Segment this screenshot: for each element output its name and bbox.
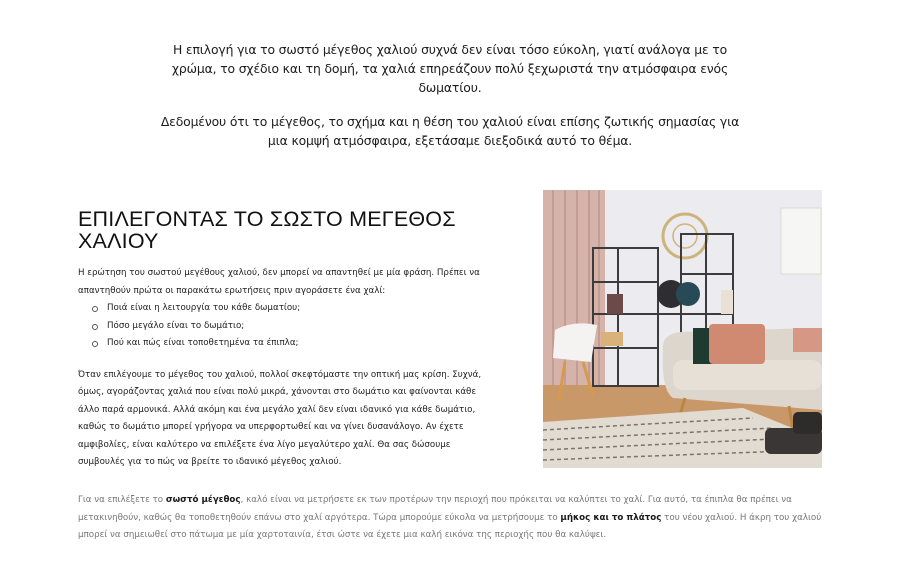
intro-paragraph-1: Η επιλογή για το σωστό μέγεθος χαλιού συχνά δεν είναι τόσο εύκολη, γιατί ανάλογα με το χρώμα, το σχέδιο και τη δομή, τα χαλιά επηρεάζουν πολύ ξεχωριστά την ατμόσφαιρα ενός δωματίου.	[171, 42, 729, 95]
footer-paragraph: Για να επιλέξετε το σωστό μέγεθος, καλό είναι να μετρήσετε εκ των προτέρων την περιοχή που πρόκειται να καλύπτει το χαλί. Για αυτό, τα έπιπλα θα πρέπει να μετακινηθούν, καθώς θα τοποθετηθούν επάνω στο χαλί αργότερα. Τώρα μπορούμε εύκολα να μετρήσουμε το μήκος και το πλάτος του νέου χαλιού. Η άκρη του χαλιού μπορεί να σημειωθεί στο πάτωμα με μία χαρτοταινία, έτσι ώστε να έχετε μια καλή εικόνα της περιοχής που θα καλύψει.	[78, 495, 822, 540]
living-room-illustration	[543, 190, 822, 468]
intro-text	[150, 40, 750, 165]
living-room-image	[543, 190, 822, 468]
intro-paragraph-2: Δεδομένου ότι το μέγεθος, το σχήμα και η θέση του χαλιού είναι επίσης ζωτικής σημασίας για μια κομψή ατμόσφαιρα, εξετάσαμε διεξοδικά αυτό το θέμα.	[160, 114, 740, 148]
section-lead: Η ερώτηση του σωστού μεγέθους χαλιού, δεν μπορεί να απαντηθεί με μία φράση. Πρέπει να απαντηθούν πρώτα οι παρακάτω ερωτήσεις πριν αγοράσετε ένα χαλί:	[78, 268, 480, 296]
bold-correct-size: σωστό μέγεθος	[165, 495, 241, 505]
list-item: Πόσο μεγάλο είναι το δωμάτιο;	[92, 318, 488, 336]
questions-list	[78, 300, 488, 353]
bold-length-width: μήκος και το πλάτος	[560, 512, 662, 523]
section-title: ΕΠΙΛΕΓΟΝΤΑΣ ΤΟ ΣΩΣΤΟ ΜΕΓΕΘΟΣ ΧΑΛΙΟΥ	[78, 207, 456, 253]
list-item: Ποιά είναι η λειτουργία του κάθε δωματίου;	[92, 300, 488, 318]
circle-bullet-icon	[92, 324, 98, 330]
section-paragraph: Όταν επιλέγουμε το μέγεθος του χαλιού, πολλοί σκεφτόμαστε την οπτική μας κρίση. Συχνά, όμως, αγοράζοντας χαλιά που είναι πολύ μικρά, χάνονται στο δωμάτιο και φαίνονται κάθε άλλο παρά αρμονικά. Αλλά ακόμη και ένα μεγάλο χαλί δεν είναι ιδανικό για κάθε δωμάτιο, καθώς το δωμάτιο μπορεί γρήγορα να υπερφορτωθεί και να γίνει δυσανάλογο. Αν έχετε αμφιβολίες, είναι καλύτερο να επιλέξετε ένα λίγο μεγαλύτερο χαλί. Θα σας δώσουμε συμβουλές για το πώς να βρείτε το ιδανικό μέγεθος χαλιού.	[78, 369, 482, 467]
section-body	[78, 265, 488, 472]
list-item: Πού και πώς είναι τοποθετημένα τα έπιπλα;	[92, 335, 488, 353]
circle-bullet-icon	[92, 341, 98, 347]
circle-bullet-icon	[92, 306, 98, 312]
